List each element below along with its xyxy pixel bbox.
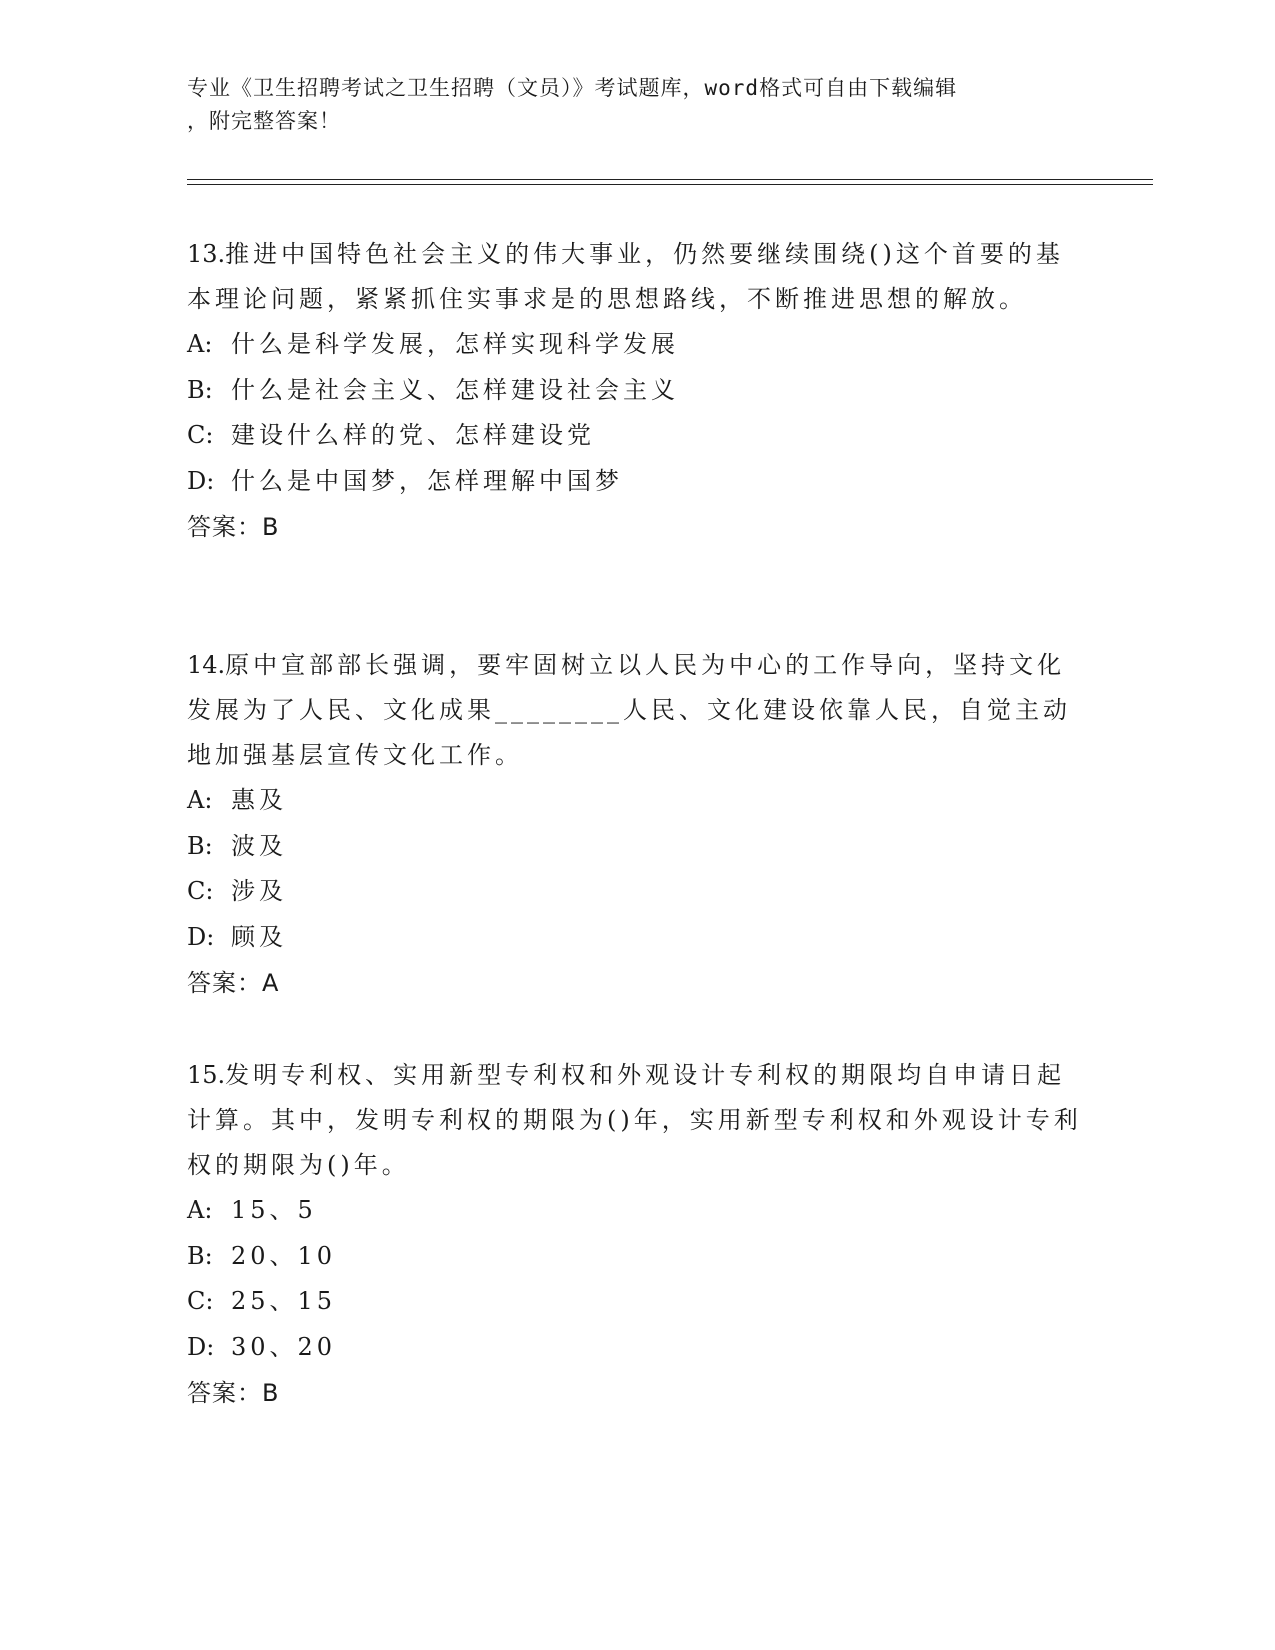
option-letter: B: xyxy=(187,1241,213,1270)
option-b xyxy=(187,1234,1087,1280)
question-text xyxy=(187,1053,1087,1188)
option-text: 30、20 xyxy=(231,1332,337,1361)
question-body: 发明专利权、实用新型专利权和外观设计专利权的期限均自申请日起计算。其中，发明专利权的期限为()年，实用新型专利权和外观设计专利权的期限为()年。 xyxy=(187,1061,1082,1179)
answer-line: 答案：B xyxy=(187,513,280,541)
option-letter: D: xyxy=(187,466,215,495)
option-text: 什么是社会主义、怎样建设社会主义 xyxy=(231,375,679,404)
option-c xyxy=(187,869,1087,915)
option-text: 波及 xyxy=(231,831,287,860)
question-number: 13. xyxy=(187,240,226,268)
question-text xyxy=(187,643,1087,778)
question-number: 15. xyxy=(187,1061,226,1089)
option-d xyxy=(187,1325,1087,1371)
option-a xyxy=(187,322,1087,368)
option-d xyxy=(187,459,1087,505)
option-b xyxy=(187,824,1087,870)
option-letter: B: xyxy=(187,831,213,860)
option-a xyxy=(187,1188,1087,1234)
document-header xyxy=(187,72,1067,138)
question-15 xyxy=(187,1053,1087,1416)
option-text: 建设什么样的党、怎样建设党 xyxy=(231,421,595,449)
option-a xyxy=(187,778,1087,824)
option-text: 什么是中国梦，怎样理解中国梦 xyxy=(231,466,623,495)
header-divider-top xyxy=(187,179,1153,180)
header-line-1: 专业《卫生招聘考试之卫生招聘（文员）》考试题库，word格式可自由下载编辑 xyxy=(187,76,958,100)
header-line-2: ，附完整答案！ xyxy=(187,109,341,133)
question-14 xyxy=(187,643,1087,1006)
option-d xyxy=(187,915,1087,961)
option-text: 15、5 xyxy=(231,1196,317,1224)
question-body: 原中宣部部长强调，要牢固树立以人民为中心的工作导向，坚持文化发展为了人民、文化成果________人民、文化建设依靠人民，自觉主动地加强基层宣传文化工作。 xyxy=(187,651,1071,769)
option-letter: C: xyxy=(187,877,214,905)
question-text xyxy=(187,232,1087,322)
option-letter: A: xyxy=(187,330,213,358)
option-text: 25、15 xyxy=(231,1287,337,1315)
option-letter: A: xyxy=(187,786,213,814)
option-letter: A: xyxy=(187,1196,213,1224)
option-text: 惠及 xyxy=(231,786,287,814)
option-text: 顾及 xyxy=(231,922,287,951)
option-letter: C: xyxy=(187,421,214,449)
question-13 xyxy=(187,232,1087,550)
option-c xyxy=(187,1279,1087,1325)
option-letter: B: xyxy=(187,375,213,404)
option-text: 20、10 xyxy=(231,1241,337,1270)
header-divider-bottom xyxy=(187,184,1153,185)
question-body: 推进中国特色社会主义的伟大事业，仍然要继续围绕()这个首要的基本理论问题，紧紧抓住实事求是的思想路线，不断推进思想的解放。 xyxy=(187,240,1064,313)
answer-line: 答案：B xyxy=(187,1379,280,1407)
option-text: 什么是科学发展，怎样实现科学发展 xyxy=(231,330,679,358)
option-c xyxy=(187,413,1087,459)
answer-line: 答案：A xyxy=(187,969,280,997)
option-letter: D: xyxy=(187,922,215,951)
option-letter: C: xyxy=(187,1287,214,1315)
option-text: 涉及 xyxy=(231,877,287,905)
option-b xyxy=(187,368,1087,414)
option-letter: D: xyxy=(187,1332,215,1361)
question-number: 14. xyxy=(187,651,226,679)
